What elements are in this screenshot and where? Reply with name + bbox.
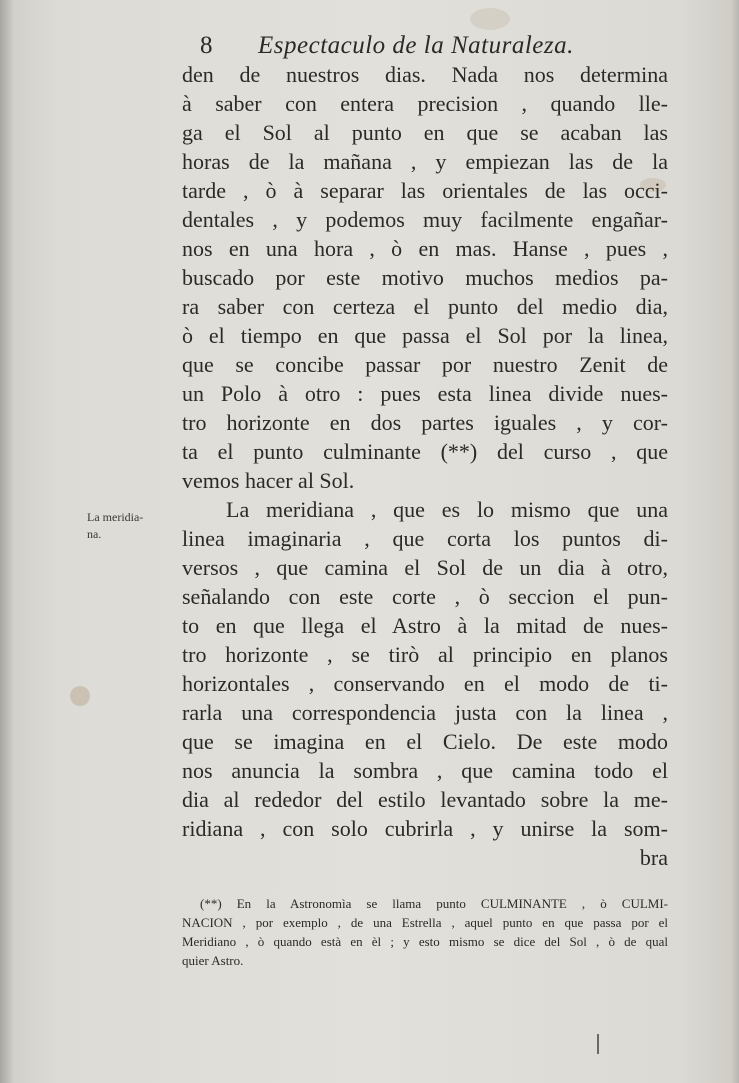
text-line: rarla una correspondencia justa con la linea , <box>182 700 668 725</box>
text-line: vemos hacer al Sol. <box>182 468 355 493</box>
catchword: bra <box>639 845 668 870</box>
text-line: horizontales , conservando en el modo de ti- <box>182 671 668 696</box>
footnote <box>182 894 668 970</box>
footnote-line: Meridiano , ò quando està en èl ; y esto mismo se dice del Sol , ò de qual <box>182 934 668 949</box>
text-line: que se imagina en el Cielo. De este modo <box>182 729 668 754</box>
text-line: ra saber con certeza el punto del medio dia, <box>182 294 668 319</box>
footnote-line: quier Astro. <box>182 953 244 968</box>
text-line: versos , que camina el Sol de un dia à otro, <box>182 555 668 580</box>
text-line: to en que llega el Astro à la mitad de nues- <box>182 613 668 638</box>
text-line: ridiana , con solo cubrirla , y unirse la som- <box>182 816 668 841</box>
text-line: nos anuncia la sombra , que camina todo el <box>182 758 668 783</box>
paper-stain <box>70 686 90 706</box>
text-line: tro horizonte en dos partes iguales , y cor- <box>182 410 668 435</box>
text-line: que se concibe passar por nuestro Zenit de <box>182 352 668 377</box>
text-line: ò el tiempo en que passa el Sol por la linea, <box>182 323 668 348</box>
text-line: den de nuestros dias. Nada nos determina <box>182 62 668 87</box>
page-number: 8 <box>200 32 213 59</box>
footnote-line: (**) En la Astronomìa se llama punto CULMINANTE , ò CULMI- <box>200 896 668 911</box>
paper-mark <box>597 1034 599 1054</box>
text-line: dia al rededor del estilo levantado sobre la me- <box>182 787 668 812</box>
footnote-line: NACION , por exemplo , de una Estrella , aquel punto en que passa por el <box>182 915 668 930</box>
text-line: tro horizonte , se tirò al principio en planos <box>182 642 668 667</box>
text-line: ta el punto culminante (**) del curso , que <box>182 439 668 464</box>
margin-note-line: La meridia- <box>87 510 144 524</box>
text-line: señalando con este corte , ò seccion el pun- <box>182 584 668 609</box>
text-line: un Polo à otro : pues esta linea divide nues- <box>182 381 668 406</box>
text-line: nos en una hora , ò en mas. Hanse , pues , <box>182 236 668 261</box>
text-line: à saber con entera precision , quando lle- <box>182 91 668 116</box>
margin-note <box>87 509 177 543</box>
running-title: Espectaculo de la Naturaleza. <box>258 32 574 59</box>
margin-note-line: na. <box>87 527 102 541</box>
text-line: tarde , ò à separar las orientales de las occi- <box>182 178 668 203</box>
text-line: linea imaginaria , que corta los puntos di- <box>182 526 668 551</box>
text-line: ga el Sol al punto en que se acaban las <box>182 120 668 145</box>
spine-shadow <box>0 0 14 1083</box>
paper-stain <box>470 8 510 30</box>
text-line: buscado por este motivo muchos medios pa- <box>182 265 668 290</box>
body-text <box>182 60 668 872</box>
page-edge-shadow <box>731 0 739 1083</box>
paragraph-start-line: La meridiana , que es lo mismo que una <box>226 497 668 522</box>
text-line: horas de la mañana , y empiezan las de la <box>182 149 668 174</box>
text-line: dentales , y podemos muy facilmente engañar- <box>182 207 668 232</box>
